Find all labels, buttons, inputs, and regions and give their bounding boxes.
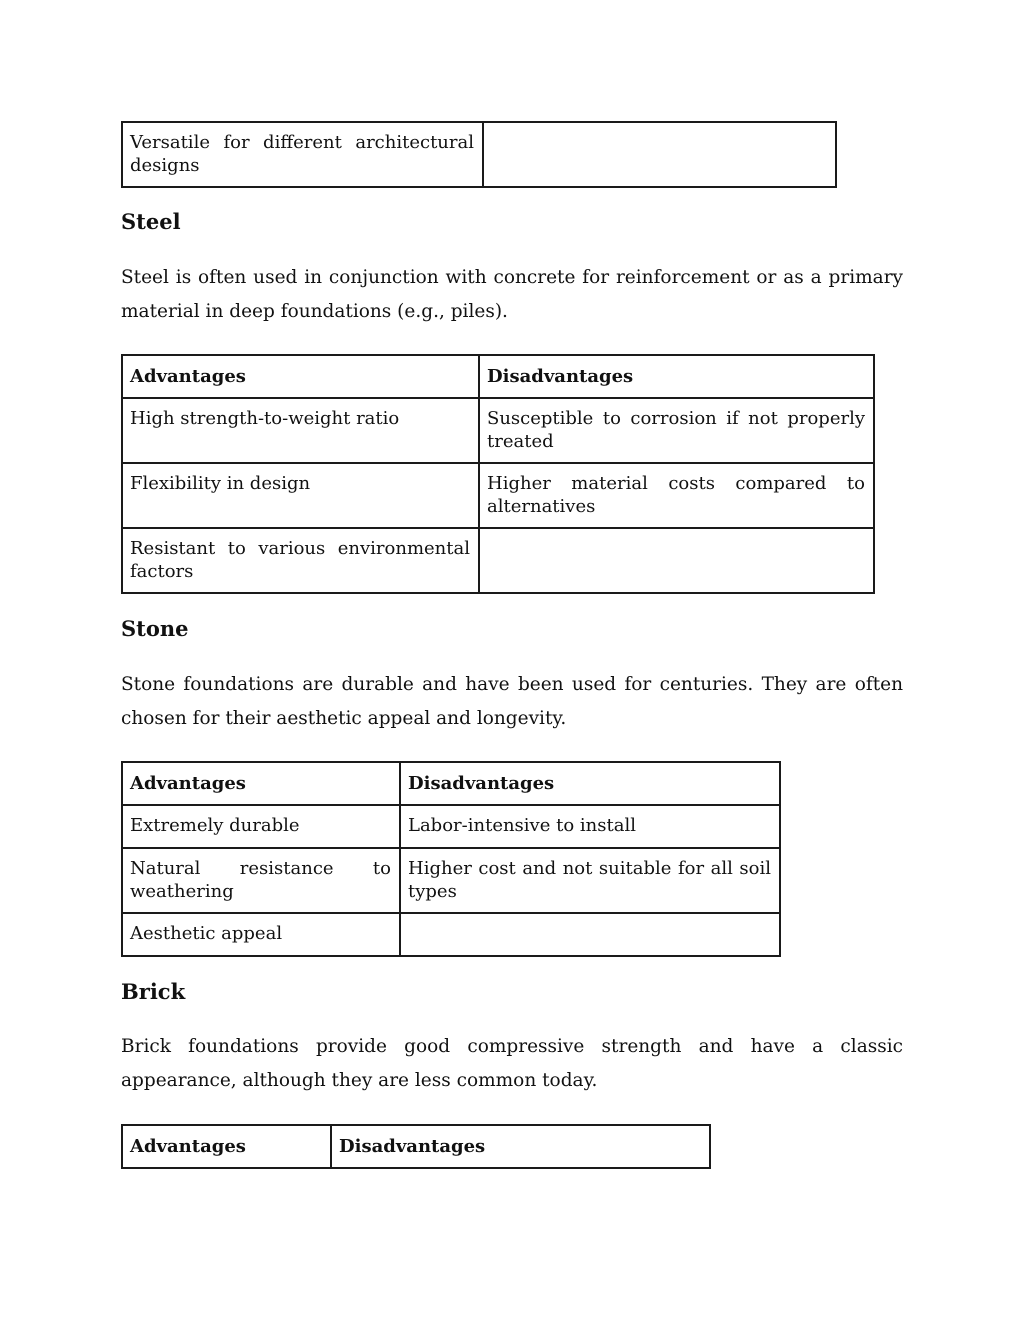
section-paragraph-stone: Stone foundations are durable and have been used for centuries. They are often chosen for their aesthetic appeal and longevity. (121, 674, 903, 729)
table-cell: Aesthetic appeal (122, 913, 400, 956)
table-row (122, 122, 836, 187)
column-header-advantages: Advantages (122, 1125, 331, 1168)
column-header-advantages: Advantages (122, 355, 479, 398)
stone-pros-cons-table (121, 761, 781, 957)
table-header-row (122, 355, 874, 398)
table-row (122, 398, 874, 463)
column-header-advantages: Advantages (122, 762, 400, 805)
table-row (122, 463, 874, 528)
column-header-disadvantages: Disadvantages (400, 762, 780, 805)
table-header-row (122, 762, 780, 805)
column-header-disadvantages: Disadvantages (331, 1125, 710, 1168)
section-paragraph-steel: Steel is often used in conjunction with concrete for reinforcement or as a primary material in deep foundations (e.g., piles). (121, 267, 903, 322)
table-row (122, 805, 780, 848)
table-cell (483, 122, 836, 187)
table-cell: Higher cost and not suitable for all soil types (400, 848, 780, 913)
table-row (122, 528, 874, 593)
table-cell: Resistant to various environmental factors (122, 528, 479, 593)
table-cell (400, 913, 780, 956)
table-cell: Extremely durable (122, 805, 400, 848)
section-heading-stone: Stone (121, 616, 189, 641)
table-cell: Labor-intensive to install (400, 805, 780, 848)
table-cell: Susceptible to corrosion if not properly treated (479, 398, 874, 463)
table-cell: Higher material costs compared to alternatives (479, 463, 874, 528)
table-cell: Versatile for different architectural designs (122, 122, 483, 187)
table-cell (479, 528, 874, 593)
table-row (122, 848, 780, 913)
section-heading-brick: Brick (121, 979, 186, 1004)
column-header-disadvantages: Disadvantages (479, 355, 874, 398)
table-cell: Flexibility in design (122, 463, 479, 528)
brick-pros-cons-table (121, 1124, 711, 1169)
table-cell: High strength-to-weight ratio (122, 398, 479, 463)
table-cell: Natural resistance to weathering (122, 848, 400, 913)
steel-pros-cons-table (121, 354, 875, 594)
section-heading-steel: Steel (121, 209, 181, 234)
table-row (122, 913, 780, 956)
previous-section-table (121, 121, 837, 188)
table-header-row (122, 1125, 710, 1168)
section-paragraph-brick: Brick foundations provide good compressive strength and have a classic appearance, although they are less common today. (121, 1036, 903, 1091)
